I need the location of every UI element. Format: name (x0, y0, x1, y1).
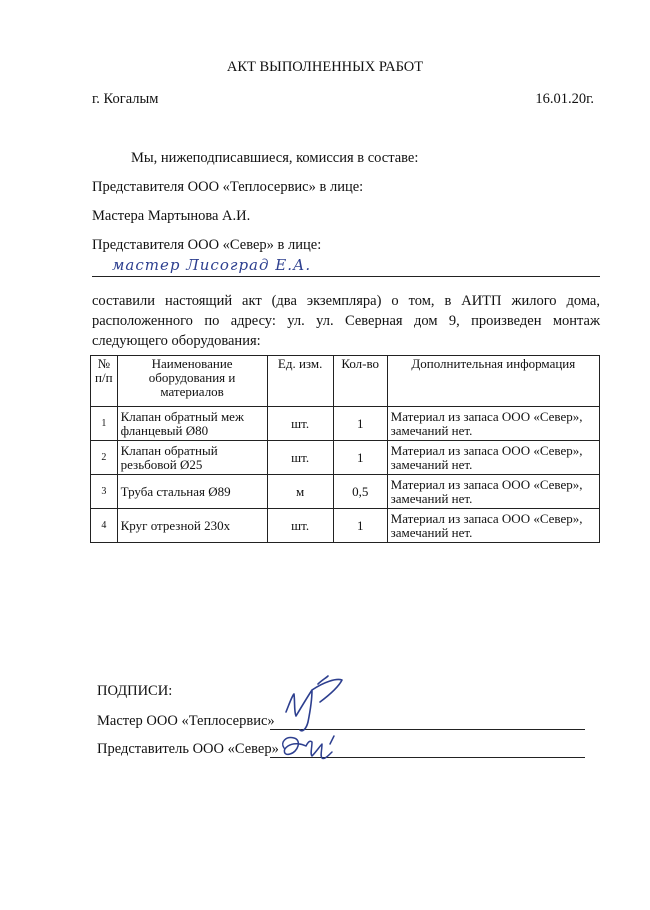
row-quantity: 0,5 (333, 475, 387, 509)
header-info: Дополнительная информация (387, 356, 599, 407)
city: г. Когалым (92, 91, 159, 107)
table-row (91, 441, 600, 475)
row-info: Материал из запаса ООО «Север», замечаний нет. (387, 407, 599, 441)
row-name: Клапан обратный меж фланцевый Ø80 (117, 407, 267, 441)
master-signature-label: Мастер ООО «Теплосервис» (97, 713, 275, 729)
row-info: Материал из запаса ООО «Север», замечаний нет. (387, 475, 599, 509)
row-quantity: 1 (333, 441, 387, 475)
table-row (91, 475, 600, 509)
header-number: № п/п (91, 356, 118, 407)
row-unit: шт. (267, 441, 333, 475)
rep2-handwritten-name: мастер Лисоград Е.А. (112, 256, 312, 274)
master-signature-icon (272, 672, 362, 734)
header-quantity: Кол-во (333, 356, 387, 407)
rep1-label: Представителя ООО «Теплосервис» в лице: (92, 179, 364, 195)
document-date: 16.01.20г. (535, 91, 594, 107)
row-name: Круг отрезной 230х (117, 509, 267, 543)
table-row (91, 407, 600, 441)
row-quantity: 1 (333, 509, 387, 543)
rep2-name-line (92, 276, 600, 277)
table-header-row (91, 356, 600, 407)
rep-signature-icon (276, 730, 346, 764)
rep1-name: Мастера Мартынова А.И. (92, 208, 251, 224)
row-unit: м (267, 475, 333, 509)
row-number: 4 (91, 509, 118, 543)
signatures-heading: ПОДПИСИ: (97, 683, 173, 699)
rep2-label: Представителя ООО «Север» в лице: (92, 237, 322, 253)
row-info: Материал из запаса ООО «Север», замечаний нет. (387, 509, 599, 543)
row-number: 1 (91, 407, 118, 441)
row-number: 3 (91, 475, 118, 509)
table-row (91, 509, 600, 543)
row-unit: шт. (267, 509, 333, 543)
commission-intro: Мы, нижеподписавшиеся, комиссия в составе: (131, 150, 419, 166)
header-name: Наименование оборудования и материалов (117, 356, 267, 407)
row-name: Труба стальная Ø89 (117, 475, 267, 509)
row-info: Материал из запаса ООО «Север», замечаний нет. (387, 441, 599, 475)
document-title: АКТ ВЫПОЛНЕННЫХ РАБОТ (226, 59, 424, 75)
equipment-table (90, 355, 600, 543)
act-paragraph: составили настоящий акт (два экземпляра) о том, в АИТП жилого дома, расположенного по адресу: ул. ул. Северная дом 9, произведен монтаж следующего оборудования: (92, 293, 600, 349)
row-number: 2 (91, 441, 118, 475)
row-name: Клапан обратный резьбовой Ø25 (117, 441, 267, 475)
rep-signature-label: Представитель ООО «Север» (97, 741, 279, 757)
row-unit: шт. (267, 407, 333, 441)
header-unit: Ед. изм. (267, 356, 333, 407)
row-quantity: 1 (333, 407, 387, 441)
